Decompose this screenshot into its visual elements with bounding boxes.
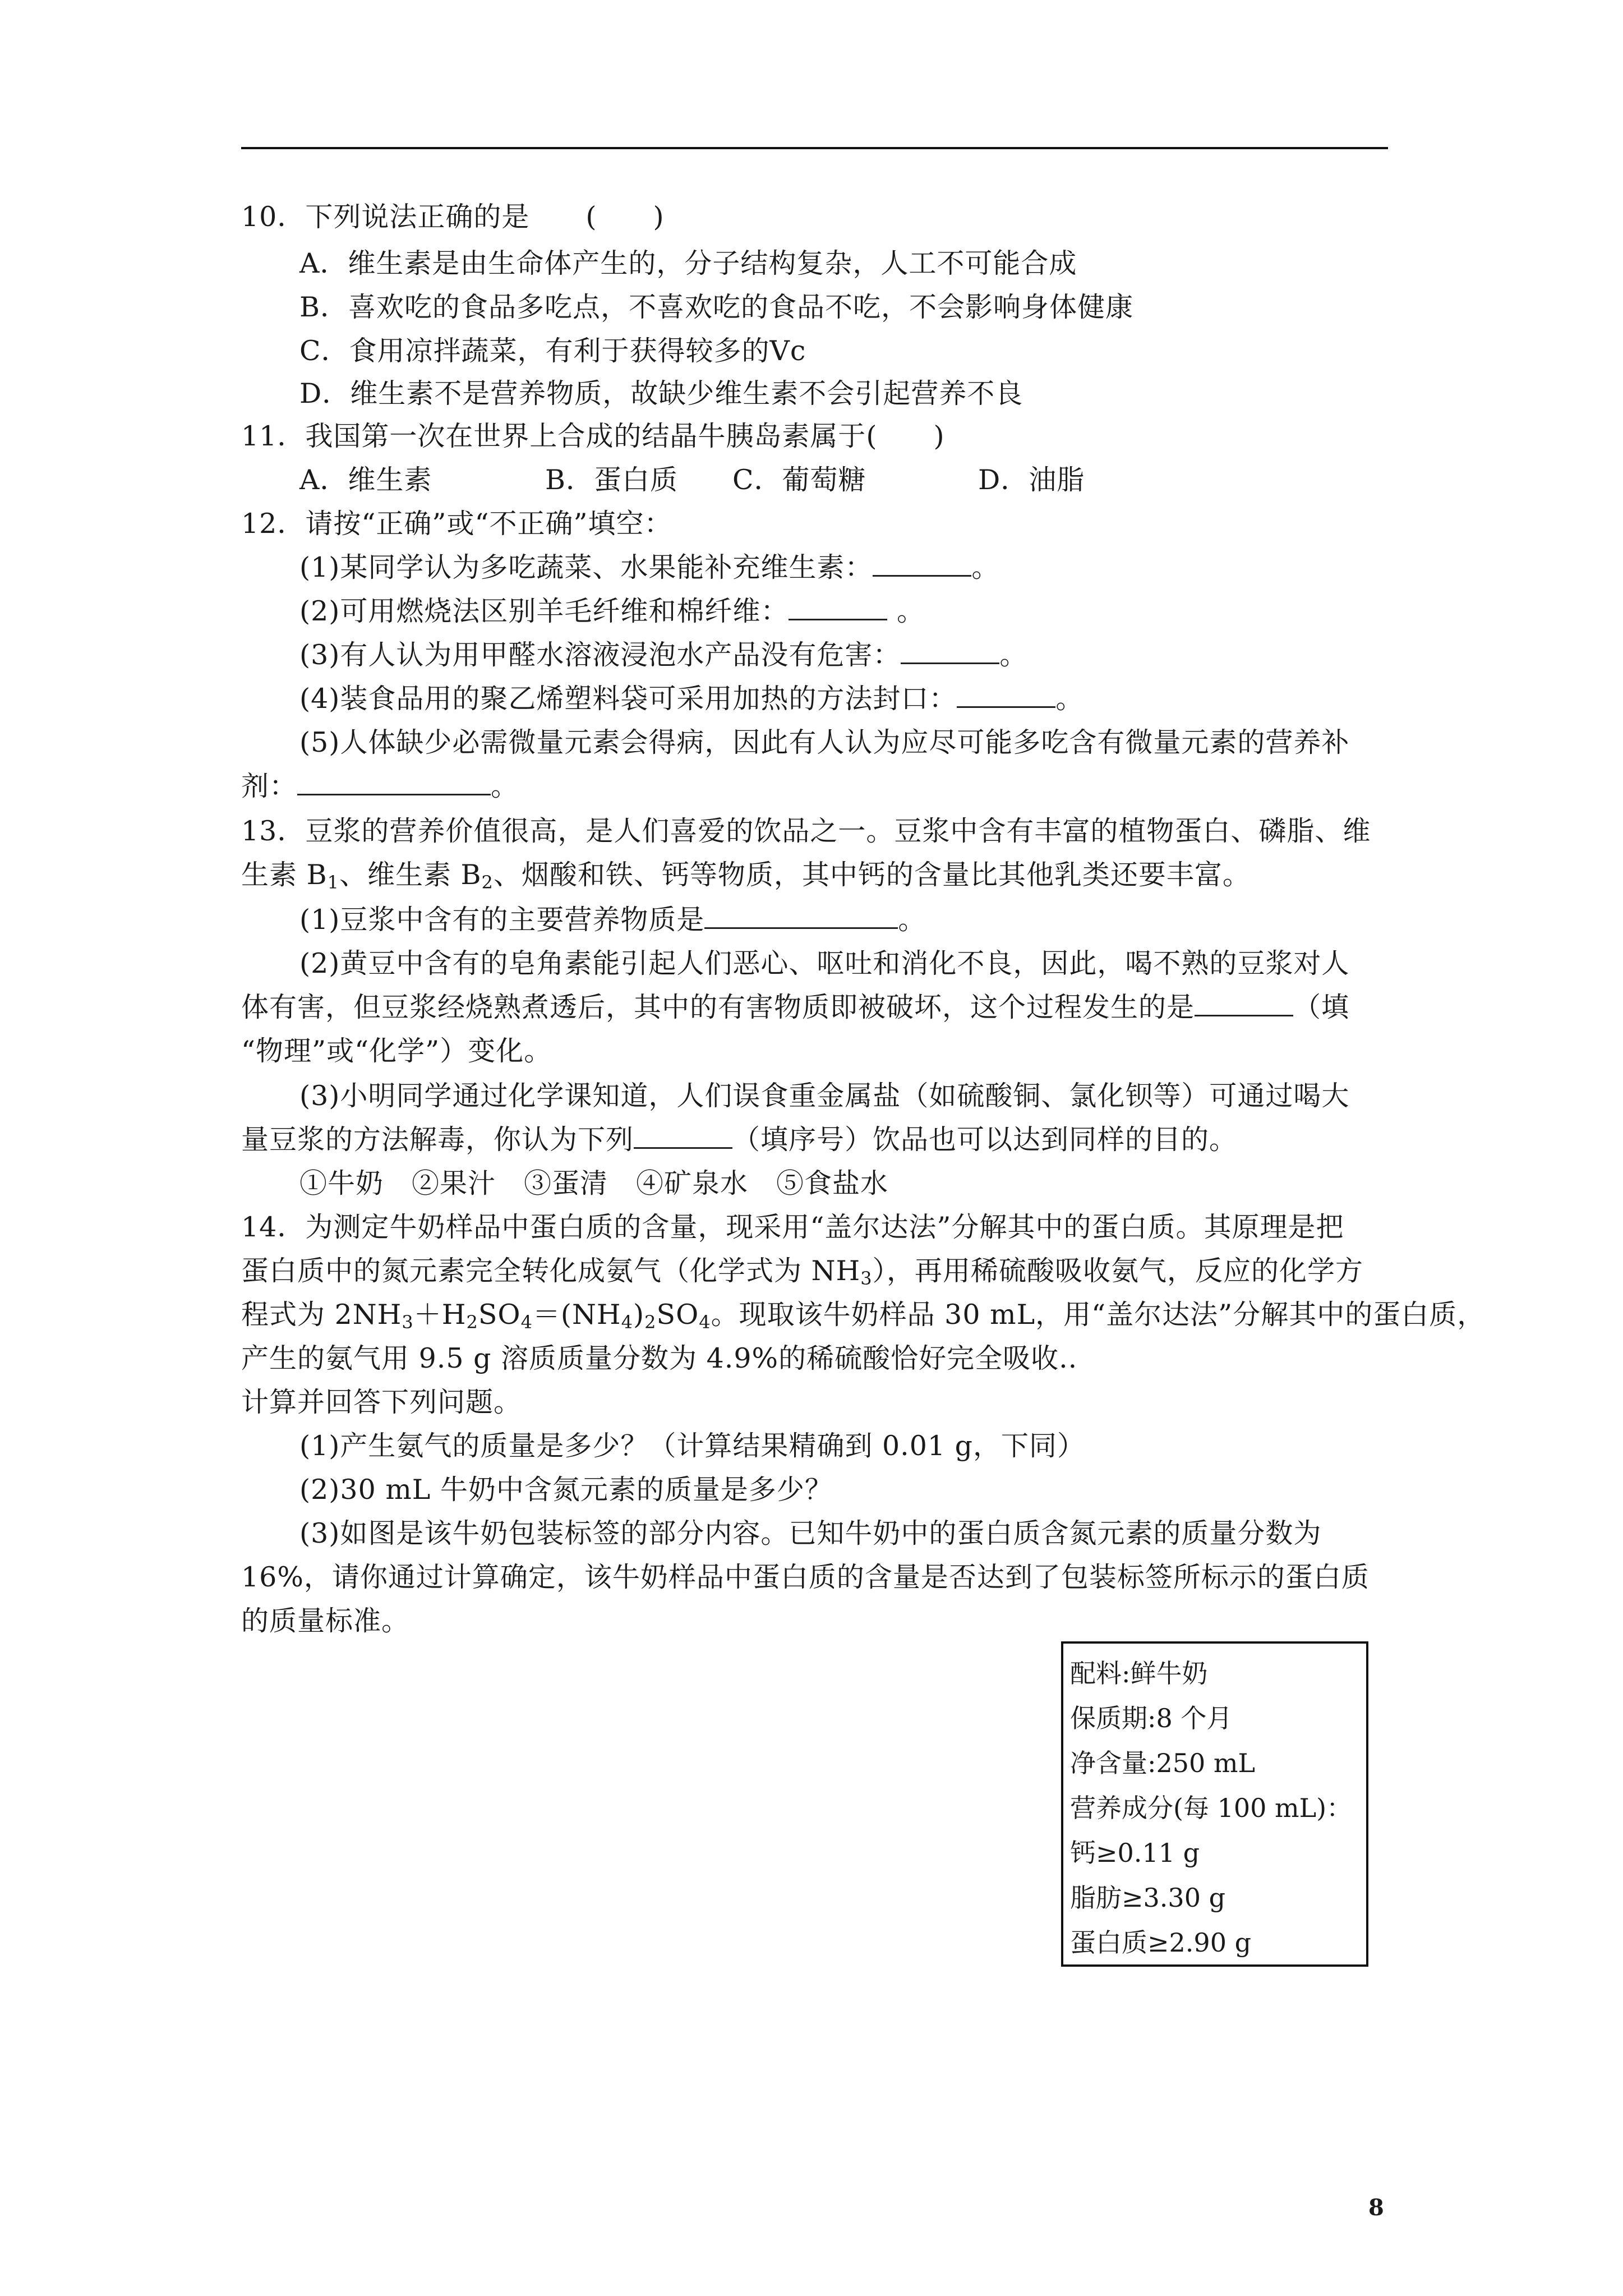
- q14-part3-line2: 16%，请你通过计算确定，该牛奶样品中蛋白质的含量是否达到了包装标签所标示的蛋白质: [241, 1561, 1370, 1593]
- q14-line1: 14．为测定牛奶样品中蛋白质的含量，现采用“盖尔达法”分解其中的蛋白质。其原理是把: [241, 1211, 1344, 1243]
- q12-item-2: (2)可用燃烧法区别羊毛纤维和棉纤维： 。: [299, 595, 925, 627]
- q14-part3-line1: (3)如图是该牛奶包装标签的部分内容。已知牛奶中的蛋白质含氮元素的质量分数为: [299, 1517, 1322, 1549]
- q11-stem: 11．我国第一次在世界上合成的结晶牛胰岛素属于( ): [241, 420, 945, 452]
- answer-blank[interactable]: [957, 684, 1055, 708]
- answer-blank[interactable]: [873, 553, 971, 577]
- q14-line3-equation: 程式为 $2NH_3+H_2SO_4=(NH_4)_2SO_4$。现取该牛奶样品 30 mL，用“盖尔达法”分解其中的蛋白质，: [241, 1299, 1486, 1333]
- label-ingredients: 配料:鲜牛奶: [1070, 1658, 1208, 1688]
- q13-part3-line2: 量豆浆的方法解毒，你认为下列 （填序号）饮品也可以达到同样的目的。: [241, 1124, 1238, 1156]
- q11-option-d: D．油脂: [978, 464, 1085, 496]
- label-shelf-life: 保质期:8 个月: [1070, 1703, 1233, 1733]
- label-net-content: 净含量:250 mL: [1070, 1748, 1256, 1778]
- q12-item-5-line2: 剂： 。: [241, 770, 519, 802]
- q11-option-a: A．维生素: [299, 464, 432, 496]
- q13-part2-line1: (2)黄豆中含有的皂角素能引起人们恶心、呕吐和消化不良，因此，喝不熟的豆浆对人: [299, 947, 1350, 979]
- q12-item-5-line1: (5)人体缺少必需微量元素会得病，因此有人认为应尽可能多吃含有微量元素的营养补: [299, 726, 1350, 758]
- answer-blank[interactable]: [297, 771, 491, 795]
- q14-part2: (2)30 mL 牛奶中含氮元素的质量是多少？: [299, 1474, 833, 1506]
- q14-line4: 产生的氨气用 9.5 g 溶质质量分数为 4.9%的稀硫酸恰好完全吸收..: [241, 1342, 1078, 1374]
- q13-line2: 生素 $B_1$、维生素 $B_2$、烟酸和铁、钙等物质，其中钙的含量比其他乳类还要丰富。: [241, 859, 1251, 893]
- q12-stem: 12．请按“正确”或“不正确”填空：: [241, 508, 672, 540]
- answer-blank[interactable]: [1195, 992, 1293, 1016]
- q13-part3-line1: (3)小明同学通过化学课知道，人们误食重金属盐（如硫酸铜、氯化钡等）可通过喝大: [299, 1080, 1350, 1112]
- q13-line1: 13．豆浆的营养价值很高，是人们喜爱的饮品之一。豆浆中含有丰富的植物蛋白、磷脂、维: [241, 815, 1371, 847]
- q13-options: ①牛奶 ②果汁 ③蛋清 ④矿泉水 ⑤食盐水: [299, 1167, 889, 1199]
- q12-item-4: (4)装食品用的聚乙烯塑料袋可采用加热的方法封口： 。: [299, 683, 1084, 715]
- answer-blank[interactable]: [634, 1125, 732, 1149]
- q13-part2-line3: “物理”或“化学”）变化。: [241, 1035, 552, 1067]
- q12-item-3: (3)有人认为用甲醛水溶液浸泡水产品没有危害： 。: [299, 639, 1028, 671]
- q10-option-c: C．食用凉拌蔬菜，有利于获得较多的Vc: [299, 335, 806, 367]
- label-nutrition-heading: 营养成分(每 100 mL)：: [1070, 1793, 1353, 1823]
- q11-option-c: C．葡萄糖: [732, 464, 866, 496]
- q14-line5: 计算并回答下列问题。: [241, 1386, 522, 1418]
- answer-blank[interactable]: [704, 905, 898, 929]
- q10-option-b: B．喜欢吃的食品多吃点，不喜欢吃的食品不吃，不会影响身体健康: [299, 291, 1134, 323]
- q10-option-d: D．维生素不是营养物质，故缺少维生素不会引起营养不良: [299, 378, 1023, 409]
- q14-part3-line3: 的质量标准。: [241, 1605, 410, 1637]
- label-fat: 脂肪≥3.30 g: [1070, 1883, 1226, 1913]
- label-protein: 蛋白质≥2.90 g: [1070, 1927, 1252, 1958]
- page-number: 8: [1368, 2194, 1384, 2221]
- q14-part1: (1)产生氨气的质量是多少？（计算结果精确到 0.01 g，下同）: [299, 1430, 1086, 1462]
- q12-item-1: (1)某同学认为多吃蔬菜、水果能补充维生素： 。: [299, 551, 1000, 583]
- q11-option-b: B．蛋白质: [545, 464, 679, 496]
- q14-line2: 蛋白质中的氮元素完全转化成氨气（化学式为 $NH_3$），再用稀硫酸吸收氨气，反应的化学方: [241, 1255, 1364, 1289]
- q13-part2-line2: 体有害，但豆浆经烧熟煮透后，其中的有害物质即被破坏，这个过程发生的是 （填: [241, 991, 1350, 1023]
- q10-stem: 10．下列说法正确的是 ( ): [241, 201, 665, 233]
- q13-part1: (1)豆浆中含有的主要营养物质是 。: [299, 904, 926, 936]
- header-rule: [241, 147, 1388, 149]
- answer-blank[interactable]: [901, 640, 999, 664]
- label-calcium: 钙≥0.11 g: [1070, 1838, 1200, 1868]
- q10-option-a: A．维生素是由生命体产生的，分子结构复杂，人工不可能合成: [299, 247, 1077, 279]
- answer-blank[interactable]: [789, 596, 887, 620]
